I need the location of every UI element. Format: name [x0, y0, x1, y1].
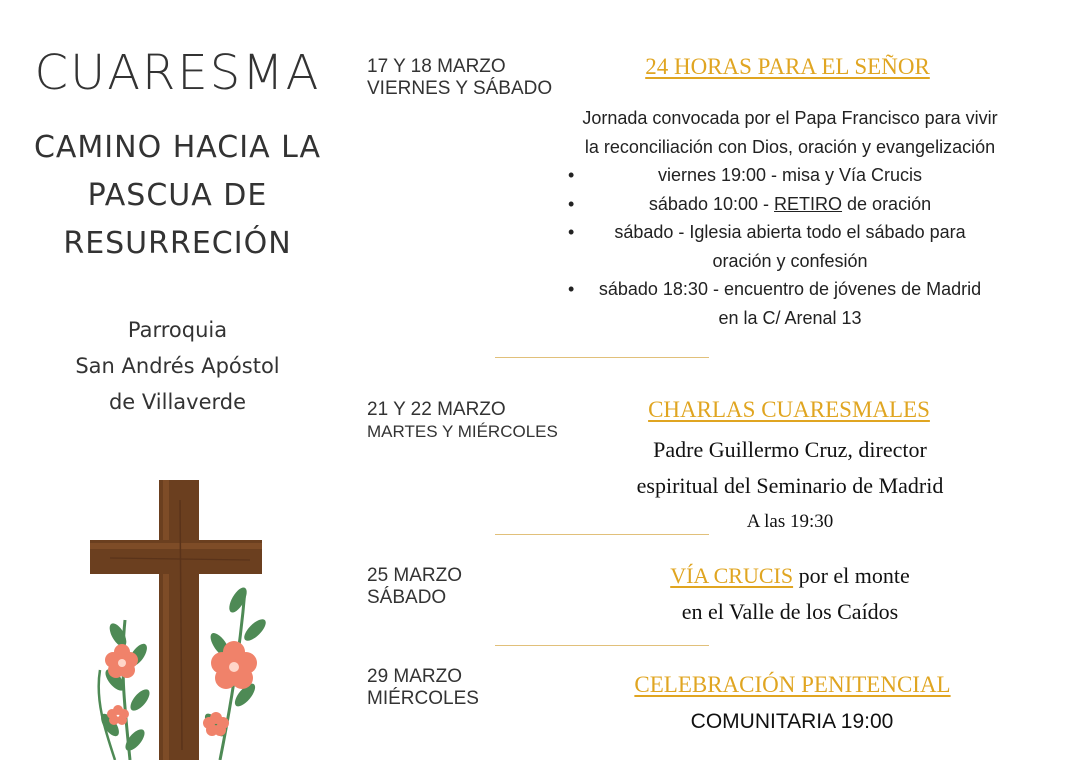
event-title-text: CELEBRACIÓN PENITENCIAL: [634, 672, 951, 697]
event-title-suffix: por el monte: [793, 563, 910, 588]
divider: [495, 534, 709, 535]
parish-line: de Villaverde: [108, 390, 247, 414]
event-time: A las 19:30: [746, 511, 834, 532]
list-item-continuation: en la C/ Arenal 13: [718, 307, 862, 328]
event-description: [540, 104, 1040, 332]
event-date: [367, 56, 552, 100]
event-day-text: MIÉRCOLES: [367, 688, 479, 709]
event-title-text: CHARLAS CUARESMALES: [648, 397, 930, 422]
list-item: • sábado 18:30 - encuentro de jóvenes de Madrid: [540, 275, 1040, 304]
event-title-text: VÍA CRUCIS: [670, 563, 794, 588]
event-date: [367, 666, 479, 710]
event-description: [590, 432, 990, 540]
subtitle-line: RESURRECIÓN: [63, 226, 292, 261]
parish-line: Parroquia: [127, 318, 228, 342]
bullet-icon: •: [568, 165, 575, 185]
description-line: Padre Guillermo Cruz, director: [653, 437, 927, 462]
retiro-link[interactable]: RETIRO: [774, 193, 843, 214]
bullet-icon: •: [568, 279, 575, 299]
list-item: • sábado 10:00 - RETIRO de oración: [540, 190, 1040, 219]
event-title: [600, 54, 975, 80]
event-description: COMUNITARIA 19:00: [690, 710, 894, 733]
event-date-text: 25 MARZO: [367, 565, 463, 586]
event-day-text: MARTES Y MIÉRCOLES: [367, 422, 558, 441]
event-date: [367, 565, 462, 609]
description-line: en el Valle de los Caídos: [681, 599, 899, 624]
event-date-text: 21 Y 22 MARZO: [367, 399, 506, 420]
subtitle-line: CAMINO HACIA LA: [33, 130, 322, 165]
parish-line: San Andrés Apóstol: [75, 354, 280, 378]
description-line: Jornada convocada por el Papa Francisco para vivir: [582, 108, 998, 128]
subtitle-line: PASCUA DE: [87, 178, 268, 213]
event-title: [600, 672, 985, 698]
divider: [495, 357, 709, 358]
description-line: espiritual del Seminario de Madrid: [636, 473, 944, 498]
list-item: • viernes 19:00 - misa y Vía Crucis: [540, 161, 1040, 190]
list-item: • sábado - Iglesia abierta todo el sábado para: [540, 218, 1040, 247]
description-line: la reconciliación con Dios, oración y evangelización: [584, 136, 996, 157]
divider: [495, 645, 709, 646]
event-day-text: VIERNES Y SÁBADO: [367, 78, 553, 99]
event-date-text: 29 MARZO: [367, 666, 463, 687]
bullet-icon: •: [568, 193, 575, 214]
event-day-text: SÁBADO: [367, 587, 447, 608]
page-title: CUARESMA: [34, 45, 321, 101]
cross-illustration: [70, 470, 290, 760]
subtitle: [0, 124, 355, 268]
event-date: [367, 399, 558, 443]
event-title: [670, 563, 793, 588]
event-title-text: 24 HORAS PARA EL SEÑOR: [645, 54, 930, 79]
bullet-icon: •: [568, 222, 575, 242]
list-item-continuation: oración y confesión: [712, 250, 868, 271]
event-date-text: 17 Y 18 MARZO: [367, 56, 506, 77]
parish-name: [0, 312, 355, 420]
event-description: [590, 558, 990, 630]
event-title: [600, 397, 978, 423]
